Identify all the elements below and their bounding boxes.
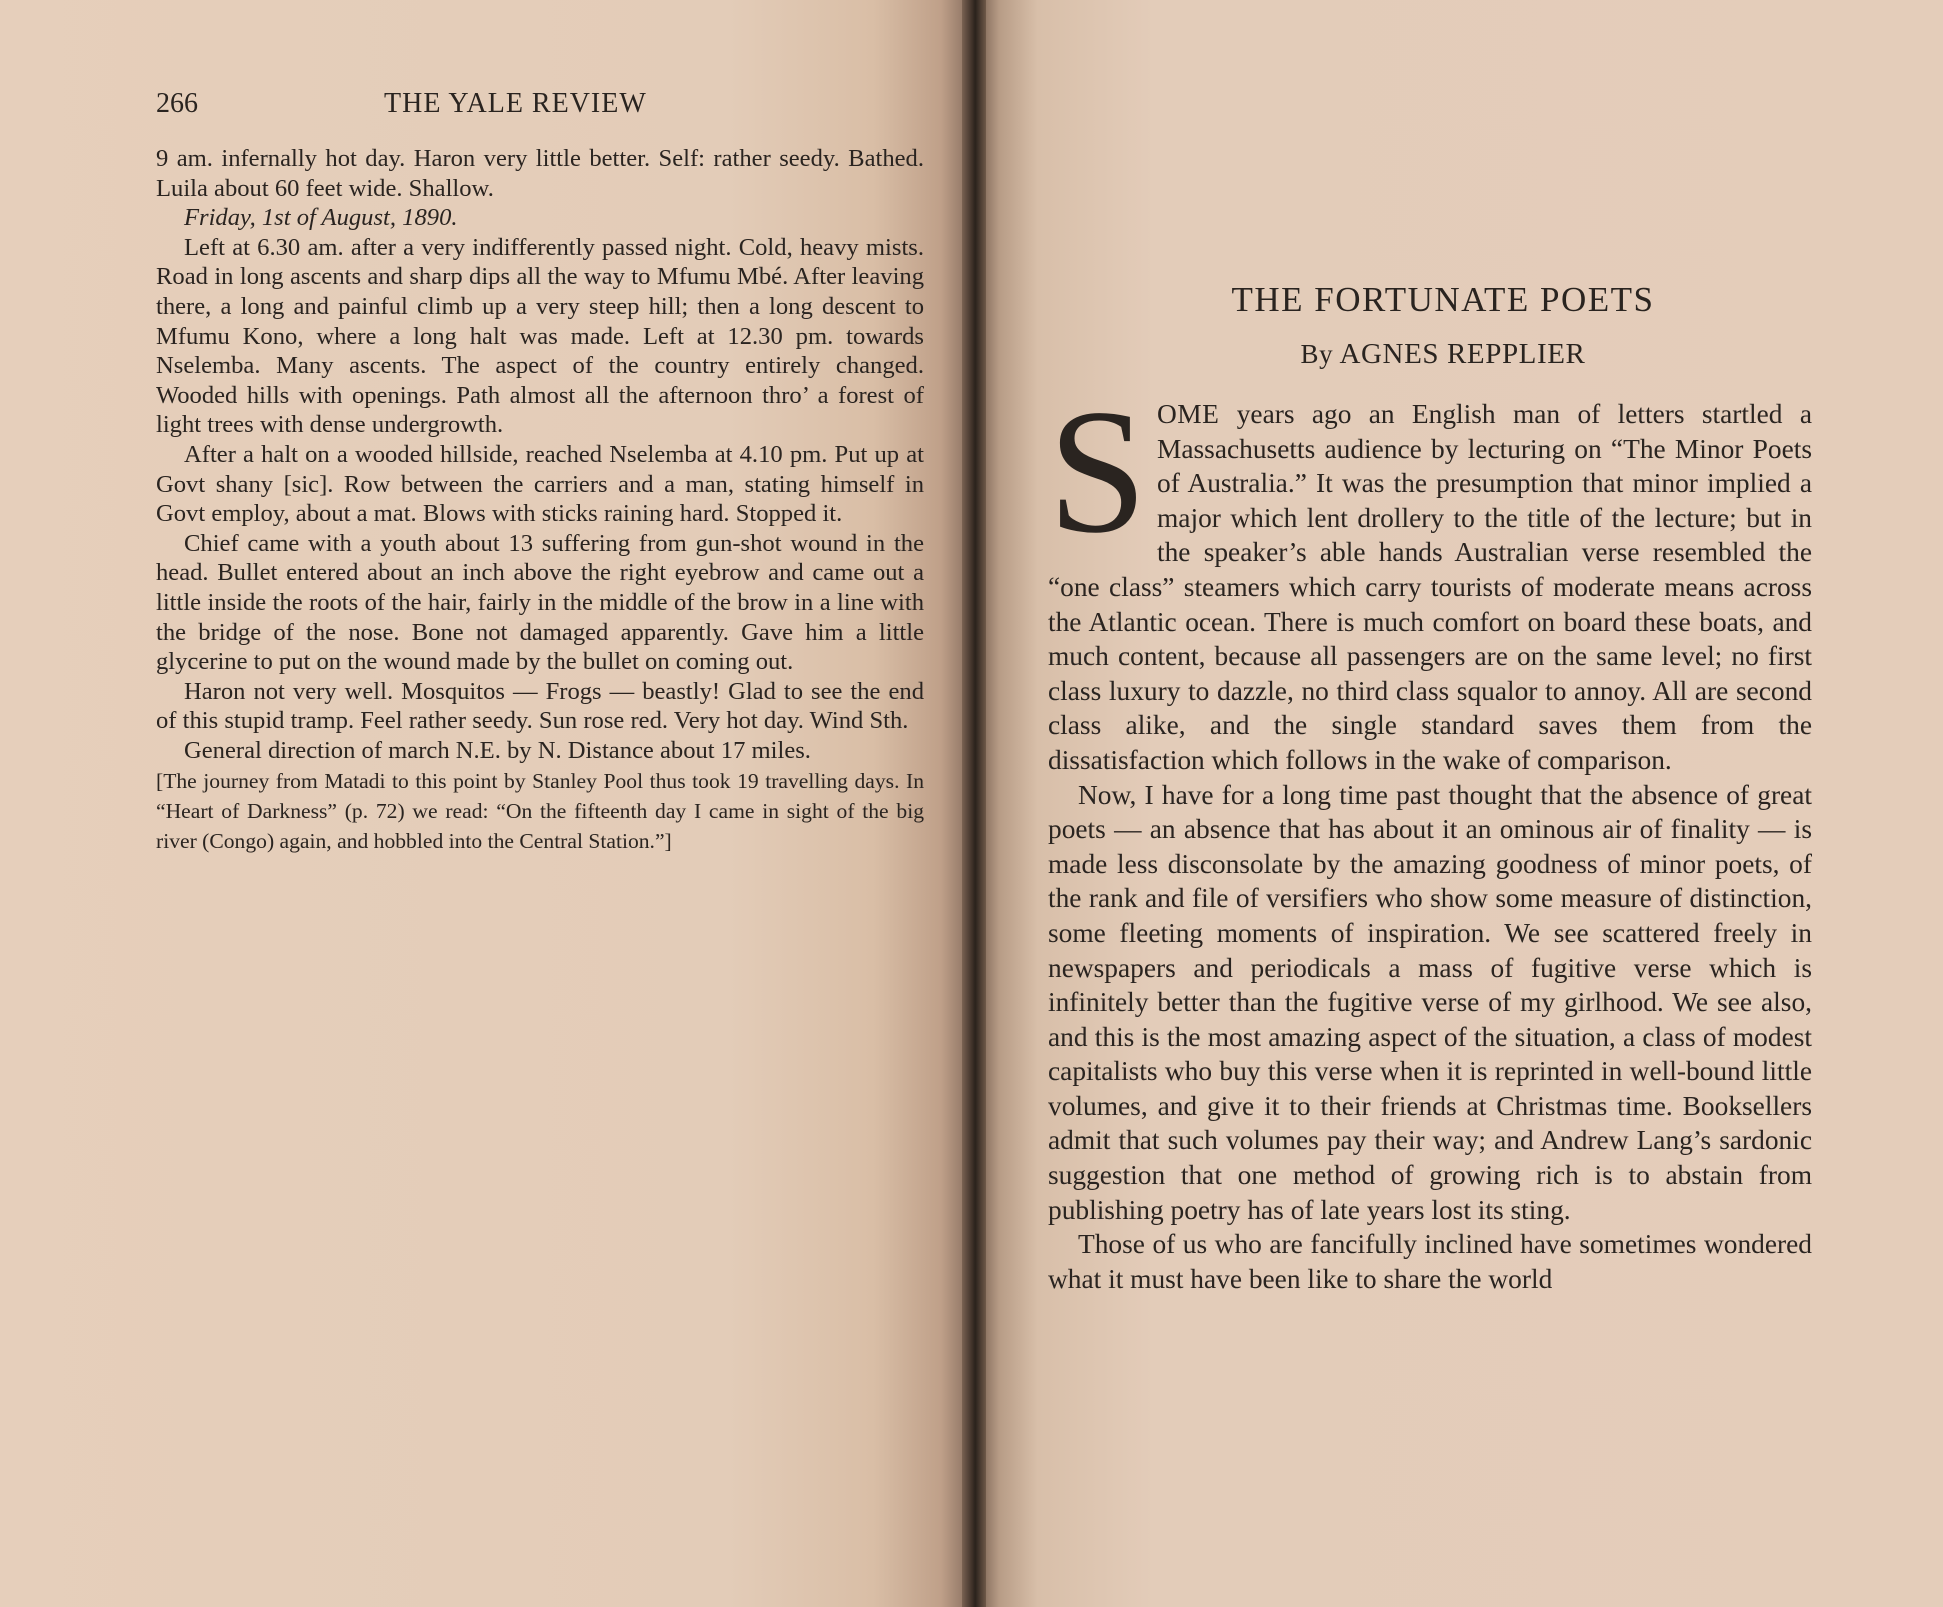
diary-dateline: Friday, 1st of August, 1890. [184, 204, 458, 232]
diary-paragraph: General direction of march N.E. by N. Distance about 17 miles. [184, 736, 811, 764]
diary-paragraph: 9 am. infernally hot day. Haron very little better. Self: rather seedy. Bathed. Luila about 60 feet wide. Shallow. [156, 145, 924, 202]
essay-paragraph: Now, I have for a long time past thought that the absence of great poets — an absence that has about it an ominous air of finality — is made less disconsolate by the amazing goodness of minor poets, of the rank and file of versifiers who show some measure of distinction, some fleeting moments of inspiration. We see scattered freely in newspapers and periodicals a mass of fugitive verse which is infinitely better than the fugitive verse of my girlhood. We see also, and this is the most amazing aspect of the situation, a class of modest capitalists who buy this verse when it is reprinted in well-bound little volumes, and give it to their friends at Christmas time. Booksellers admit that such volumes pay their way; and Andrew Lang’s sardonic suggestion that one method of growing rich is to abstain from publishing poetry has of late years lost its sting. [1048, 779, 1812, 1225]
diary-text [156, 144, 924, 856]
essay-first-paragraph [1048, 372, 1812, 778]
essay-paragraph: Those of us who are fancifully inclined have sometimes wondered what it must have been like to share the world [1048, 1229, 1812, 1294]
diary-paragraph: Chief came with a youth about 13 suffering from gun-shot wound in the head. Bullet entered about an inch above the right eyebrow and came out a little inside the roots of the hair, fairly in the middle of the brow in a line with the bridge of the nose. Bone not damaged apparently. Gave him a little glycerine to put on the wound made by the bullet on coming out. [156, 529, 924, 676]
first-word: OME [1157, 399, 1220, 429]
diary-paragraph: After a halt on a wooded hillside, reached Nselemba at 4.10 pm. Put up at Govt shany [sic]. Row between the carriers and a man, stating himself in Govt employ, about a mat. Blows with sticks raining hard. Stopped it. [156, 440, 924, 528]
left-page [0, 0, 970, 1607]
byline-prefix: By [1300, 339, 1334, 369]
diary-paragraph: Left at 6.30 am. after a very indifferently passed night. Cold, heavy mists. Road in long ascents and sharp dips all the way to Mfumu Mbé. After leaving there, a long and painful climb up a very steep hill; then a long descent to Mfumu Kono, where a long halt was made. Left at 12.30 pm. towards Nselemba. Many ascents. The aspect of the country entirely changed. Wooded hills with openings. Path almost all the afternoon thro’ a forest of light trees with dense undergrowth. [156, 233, 924, 439]
journal-title: THE YALE REVIEW [384, 88, 647, 119]
drop-cap: S [1048, 372, 1147, 570]
first-paragraph-text: years ago an English man of letters startled a Massachusetts audience by lecturing on “The Minor Poets of Australia.” It was the presumption that minor implied a major which lent drollery to the title of the lecture; but in the speaker’s able hands Australian verse resembled the “one class” steamers which carry tourists of moderate means across the Atlantic ocean. There is much comfort on board these boats, and much content, because all passengers are on the same level; no first class luxury to dazzle, no third class squalor to annoy. All are second class alike, and the single standard saves them from the dissatisfaction which follows in the wake of comparison. [1048, 399, 1812, 775]
book-gutter [962, 0, 986, 1607]
editorial-note: [The journey from Matadi to this point by Stanley Pool thus took 19 travelling days. In “Heart of Darkness” (p. 72) we read: “On the fifteenth day I came in sight of the big river (Congo) again, and hobbled into the Central Station.”] [156, 769, 924, 853]
running-head [156, 88, 926, 128]
article-title: THE FORTUNATE POETS [1231, 280, 1655, 319]
essay-text [1048, 372, 1812, 1296]
byline-author: AGNES REPPLIER [1339, 338, 1586, 370]
diary-paragraph: Haron not very well. Mosquitos — Frogs — beastly! Glad to see the end of this stupid tramp. Feel rather seedy. Sun rose red. Very hot day. Wind Sth. [156, 677, 924, 735]
page-number: 266 [156, 88, 198, 119]
byline [1048, 338, 1838, 371]
